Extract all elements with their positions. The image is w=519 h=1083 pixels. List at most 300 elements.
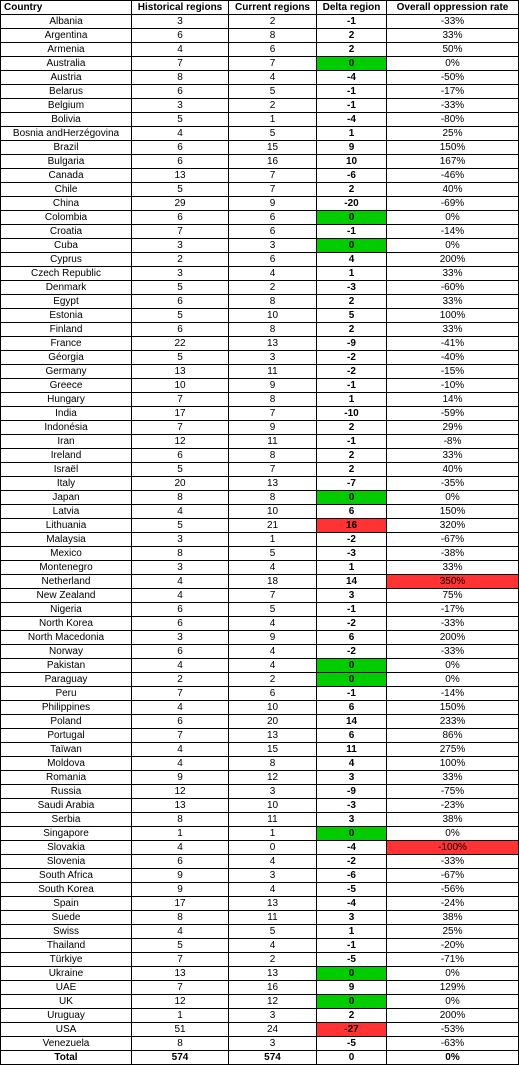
table-row — [1, 127, 519, 141]
delta-cell: -2 — [317, 855, 387, 869]
current-cell: 11 — [229, 435, 317, 449]
rate-cell: -75% — [387, 785, 519, 799]
historical-cell: 4 — [132, 757, 229, 771]
historical-cell: 6 — [132, 855, 229, 869]
current-cell: 1 — [229, 827, 317, 841]
table-row — [1, 743, 519, 757]
current-cell: 15 — [229, 141, 317, 155]
historical-cell: 9 — [132, 771, 229, 785]
historical-cell: 5 — [132, 351, 229, 365]
table-row — [1, 295, 519, 309]
historical-cell: 4 — [132, 841, 229, 855]
current-cell: 10 — [229, 799, 317, 813]
delta-cell: -1 — [317, 603, 387, 617]
delta-cell: -1 — [317, 15, 387, 29]
historical-cell: 8 — [132, 1037, 229, 1051]
country-cell: South Korea — [1, 883, 132, 897]
current-cell: 24 — [229, 1023, 317, 1037]
country-cell: UK — [1, 995, 132, 1009]
country-cell: Norway — [1, 645, 132, 659]
rate-cell: 33% — [387, 295, 519, 309]
delta-cell: 14 — [317, 575, 387, 589]
table-row — [1, 897, 519, 911]
rate-cell: 0% — [387, 239, 519, 253]
delta-cell: 0 — [317, 491, 387, 505]
rate-cell: 200% — [387, 253, 519, 267]
delta-cell: -1 — [317, 687, 387, 701]
current-cell: 3 — [229, 1009, 317, 1023]
delta-cell: 6 — [317, 701, 387, 715]
historical-cell: 13 — [132, 365, 229, 379]
country-cell: Canada — [1, 169, 132, 183]
table-row — [1, 29, 519, 43]
rate-cell: 200% — [387, 1009, 519, 1023]
rate-cell: -67% — [387, 869, 519, 883]
delta-cell: 4 — [317, 757, 387, 771]
rate-cell: 100% — [387, 309, 519, 323]
table-row — [1, 701, 519, 715]
table-row — [1, 267, 519, 281]
rate-cell: -40% — [387, 351, 519, 365]
delta-cell: -2 — [317, 617, 387, 631]
delta-cell: 6 — [317, 729, 387, 743]
table-row — [1, 85, 519, 99]
table-body — [1, 15, 519, 1051]
historical-cell: 3 — [132, 267, 229, 281]
historical-cell: 6 — [132, 155, 229, 169]
table-row — [1, 715, 519, 729]
delta-cell: 0 — [317, 673, 387, 687]
table-row — [1, 309, 519, 323]
rate-cell: 150% — [387, 701, 519, 715]
table-row — [1, 421, 519, 435]
current-cell: 7 — [229, 57, 317, 71]
country-cell: Estonia — [1, 309, 132, 323]
rate-cell: -100% — [387, 841, 519, 855]
country-cell: Finland — [1, 323, 132, 337]
country-cell: Taïwan — [1, 743, 132, 757]
delta-cell: 14 — [317, 715, 387, 729]
current-cell: 1 — [229, 533, 317, 547]
table-row — [1, 407, 519, 421]
table-row — [1, 71, 519, 85]
rate-cell: 0% — [387, 995, 519, 1009]
table-row — [1, 771, 519, 785]
current-cell: 10 — [229, 505, 317, 519]
current-cell: 4 — [229, 939, 317, 953]
current-cell: 15 — [229, 743, 317, 757]
header-country: Country — [1, 1, 132, 15]
rate-cell: -53% — [387, 1023, 519, 1037]
country-cell: Slovakia — [1, 841, 132, 855]
country-cell: Poland — [1, 715, 132, 729]
rate-cell: -63% — [387, 1037, 519, 1051]
delta-cell: 5 — [317, 309, 387, 323]
delta-cell: 0 — [317, 827, 387, 841]
historical-cell: 6 — [132, 617, 229, 631]
table-row — [1, 225, 519, 239]
country-cell: Romania — [1, 771, 132, 785]
delta-cell: 3 — [317, 589, 387, 603]
rate-cell: -38% — [387, 547, 519, 561]
delta-cell: -1 — [317, 99, 387, 113]
rate-cell: -33% — [387, 99, 519, 113]
header-historical-regions: Historical regions — [132, 1, 229, 15]
historical-cell: 6 — [132, 211, 229, 225]
country-cell: UAE — [1, 981, 132, 995]
delta-cell: 9 — [317, 141, 387, 155]
historical-cell: 9 — [132, 883, 229, 897]
historical-cell: 1 — [132, 1009, 229, 1023]
current-cell: 2 — [229, 99, 317, 113]
country-cell: USA — [1, 1023, 132, 1037]
table-row — [1, 239, 519, 253]
table-row — [1, 841, 519, 855]
rate-cell: -20% — [387, 939, 519, 953]
country-cell: Latvia — [1, 505, 132, 519]
rate-cell: -46% — [387, 169, 519, 183]
country-cell: Israël — [1, 463, 132, 477]
rate-cell: -17% — [387, 85, 519, 99]
rate-cell: 25% — [387, 127, 519, 141]
delta-cell: -1 — [317, 85, 387, 99]
table-row — [1, 687, 519, 701]
historical-cell: 29 — [132, 197, 229, 211]
historical-cell: 7 — [132, 687, 229, 701]
historical-cell: 9 — [132, 869, 229, 883]
rate-cell: 25% — [387, 925, 519, 939]
table-row — [1, 365, 519, 379]
delta-cell: 2 — [317, 183, 387, 197]
delta-cell: 0 — [317, 211, 387, 225]
total-delta: 0 — [317, 1051, 387, 1065]
rate-cell: 33% — [387, 323, 519, 337]
historical-cell: 5 — [132, 463, 229, 477]
historical-cell: 5 — [132, 183, 229, 197]
delta-cell: 1 — [317, 267, 387, 281]
delta-cell: -4 — [317, 71, 387, 85]
table-row — [1, 169, 519, 183]
table-row — [1, 505, 519, 519]
country-cell: Netherland — [1, 575, 132, 589]
delta-cell: 2 — [317, 449, 387, 463]
delta-cell: -2 — [317, 645, 387, 659]
delta-cell: -5 — [317, 1037, 387, 1051]
table-row — [1, 211, 519, 225]
historical-cell: 51 — [132, 1023, 229, 1037]
delta-cell: 9 — [317, 981, 387, 995]
rate-cell: -71% — [387, 953, 519, 967]
table-row — [1, 1023, 519, 1037]
rate-cell: 33% — [387, 267, 519, 281]
rate-cell: 0% — [387, 211, 519, 225]
header-row — [1, 1, 519, 15]
historical-cell: 4 — [132, 701, 229, 715]
table-row — [1, 617, 519, 631]
table-row — [1, 757, 519, 771]
total-historical: 574 — [132, 1051, 229, 1065]
table-row — [1, 435, 519, 449]
country-cell: Lithuania — [1, 519, 132, 533]
table-row — [1, 995, 519, 1009]
delta-cell: -27 — [317, 1023, 387, 1037]
table-row — [1, 659, 519, 673]
rate-cell: 33% — [387, 771, 519, 785]
country-cell: Montenegro — [1, 561, 132, 575]
country-cell: Croatia — [1, 225, 132, 239]
delta-cell: 2 — [317, 43, 387, 57]
current-cell: 4 — [229, 71, 317, 85]
current-cell: 5 — [229, 547, 317, 561]
table-row — [1, 813, 519, 827]
historical-cell: 4 — [132, 925, 229, 939]
historical-cell: 6 — [132, 29, 229, 43]
table-row — [1, 379, 519, 393]
historical-cell: 22 — [132, 337, 229, 351]
rate-cell: -33% — [387, 855, 519, 869]
rate-cell: 0% — [387, 491, 519, 505]
current-cell: 3 — [229, 785, 317, 799]
delta-cell: 0 — [317, 995, 387, 1009]
country-cell: Australia — [1, 57, 132, 71]
current-cell: 16 — [229, 155, 317, 169]
table-row — [1, 463, 519, 477]
rate-cell: -67% — [387, 533, 519, 547]
country-cell: Paraguay — [1, 673, 132, 687]
country-cell: Egypt — [1, 295, 132, 309]
country-cell: North Macedonia — [1, 631, 132, 645]
current-cell: 2 — [229, 673, 317, 687]
rate-cell: -23% — [387, 799, 519, 813]
current-cell: 1 — [229, 113, 317, 127]
delta-cell: -2 — [317, 351, 387, 365]
historical-cell: 7 — [132, 57, 229, 71]
historical-cell: 7 — [132, 225, 229, 239]
country-cell: Armenia — [1, 43, 132, 57]
current-cell: 4 — [229, 267, 317, 281]
historical-cell: 10 — [132, 379, 229, 393]
historical-cell: 13 — [132, 967, 229, 981]
country-cell: Argentina — [1, 29, 132, 43]
current-cell: 4 — [229, 883, 317, 897]
delta-cell: 6 — [317, 505, 387, 519]
rate-cell: -41% — [387, 337, 519, 351]
current-cell: 12 — [229, 771, 317, 785]
table-row — [1, 673, 519, 687]
country-cell: Uruguay — [1, 1009, 132, 1023]
country-cell: Belgium — [1, 99, 132, 113]
historical-cell: 13 — [132, 169, 229, 183]
historical-cell: 8 — [132, 71, 229, 85]
historical-cell: 7 — [132, 981, 229, 995]
current-cell: 8 — [229, 757, 317, 771]
table-row — [1, 827, 519, 841]
table-row — [1, 1037, 519, 1051]
current-cell: 2 — [229, 15, 317, 29]
rate-cell: -33% — [387, 15, 519, 29]
current-cell: 5 — [229, 85, 317, 99]
current-cell: 18 — [229, 575, 317, 589]
rate-cell: 0% — [387, 967, 519, 981]
delta-cell: -6 — [317, 169, 387, 183]
historical-cell: 3 — [132, 631, 229, 645]
country-cell: Cyprus — [1, 253, 132, 267]
delta-cell: 2 — [317, 1009, 387, 1023]
current-cell: 7 — [229, 183, 317, 197]
country-cell: Russia — [1, 785, 132, 799]
rate-cell: -14% — [387, 687, 519, 701]
current-cell: 6 — [229, 253, 317, 267]
table-row — [1, 477, 519, 491]
historical-cell: 6 — [132, 603, 229, 617]
header-current-regions: Current regions — [229, 1, 317, 15]
table-row — [1, 575, 519, 589]
current-cell: 6 — [229, 211, 317, 225]
rate-cell: -33% — [387, 617, 519, 631]
rate-cell: -24% — [387, 897, 519, 911]
table-row — [1, 981, 519, 995]
table-row — [1, 603, 519, 617]
table-row — [1, 253, 519, 267]
historical-cell: 4 — [132, 589, 229, 603]
header-oppression-rate: Overall oppression rate — [387, 1, 519, 15]
table-row — [1, 547, 519, 561]
table-row — [1, 925, 519, 939]
historical-cell: 8 — [132, 547, 229, 561]
delta-cell: -20 — [317, 197, 387, 211]
table-row — [1, 953, 519, 967]
table-row — [1, 533, 519, 547]
rate-cell: -35% — [387, 477, 519, 491]
historical-cell: 4 — [132, 659, 229, 673]
delta-cell: -4 — [317, 841, 387, 855]
rate-cell: 33% — [387, 561, 519, 575]
historical-cell: 4 — [132, 43, 229, 57]
historical-cell: 3 — [132, 239, 229, 253]
current-cell: 9 — [229, 631, 317, 645]
rate-cell: 129% — [387, 981, 519, 995]
current-cell: 13 — [229, 477, 317, 491]
current-cell: 7 — [229, 463, 317, 477]
country-cell: Suede — [1, 911, 132, 925]
table-row — [1, 869, 519, 883]
table-row — [1, 281, 519, 295]
historical-cell: 4 — [132, 127, 229, 141]
rate-cell: 33% — [387, 29, 519, 43]
country-cell: Ukraine — [1, 967, 132, 981]
historical-cell: 17 — [132, 897, 229, 911]
country-cell: Türkiye — [1, 953, 132, 967]
current-cell: 13 — [229, 337, 317, 351]
delta-cell: 0 — [317, 967, 387, 981]
delta-cell: 11 — [317, 743, 387, 757]
country-cell: Slovenia — [1, 855, 132, 869]
delta-cell: 2 — [317, 29, 387, 43]
country-cell: Nigeria — [1, 603, 132, 617]
historical-cell: 6 — [132, 323, 229, 337]
rate-cell: 38% — [387, 911, 519, 925]
country-cell: Hungary — [1, 393, 132, 407]
rate-cell: -50% — [387, 71, 519, 85]
delta-cell: 1 — [317, 127, 387, 141]
rate-cell: -80% — [387, 113, 519, 127]
historical-cell: 6 — [132, 449, 229, 463]
header-delta-region: Delta region — [317, 1, 387, 15]
delta-cell: 0 — [317, 57, 387, 71]
table-row — [1, 15, 519, 29]
table-header — [1, 1, 519, 15]
current-cell: 8 — [229, 295, 317, 309]
current-cell: 4 — [229, 617, 317, 631]
delta-cell: -2 — [317, 533, 387, 547]
current-cell: 3 — [229, 1037, 317, 1051]
current-cell: 4 — [229, 659, 317, 673]
historical-cell: 6 — [132, 295, 229, 309]
delta-cell: 10 — [317, 155, 387, 169]
delta-cell: -7 — [317, 477, 387, 491]
table-row — [1, 337, 519, 351]
country-cell: North Korea — [1, 617, 132, 631]
country-cell: New Zealand — [1, 589, 132, 603]
country-cell: Portugal — [1, 729, 132, 743]
country-cell: Moldova — [1, 757, 132, 771]
rate-cell: 40% — [387, 463, 519, 477]
historical-cell: 12 — [132, 435, 229, 449]
historical-cell: 5 — [132, 281, 229, 295]
current-cell: 8 — [229, 449, 317, 463]
rate-cell: -10% — [387, 379, 519, 393]
historical-cell: 3 — [132, 561, 229, 575]
current-cell: 3 — [229, 869, 317, 883]
table-row — [1, 449, 519, 463]
current-cell: 10 — [229, 701, 317, 715]
rate-cell: 150% — [387, 505, 519, 519]
table-row — [1, 323, 519, 337]
historical-cell: 7 — [132, 393, 229, 407]
country-cell: India — [1, 407, 132, 421]
country-cell: Singapore — [1, 827, 132, 841]
total-rate: 0% — [387, 1051, 519, 1065]
current-cell: 5 — [229, 603, 317, 617]
historical-cell: 17 — [132, 407, 229, 421]
historical-cell: 5 — [132, 309, 229, 323]
country-cell: Saudi Arabia — [1, 799, 132, 813]
delta-cell: -5 — [317, 883, 387, 897]
current-cell: 11 — [229, 365, 317, 379]
current-cell: 4 — [229, 855, 317, 869]
rate-cell: 100% — [387, 757, 519, 771]
current-cell: 13 — [229, 729, 317, 743]
table-row — [1, 1009, 519, 1023]
rate-cell: 320% — [387, 519, 519, 533]
table-row — [1, 197, 519, 211]
current-cell: 7 — [229, 407, 317, 421]
current-cell: 9 — [229, 379, 317, 393]
table-row — [1, 631, 519, 645]
current-cell: 7 — [229, 169, 317, 183]
country-cell: Indonésia — [1, 421, 132, 435]
country-cell: Iran — [1, 435, 132, 449]
table-row — [1, 785, 519, 799]
current-cell: 10 — [229, 309, 317, 323]
rate-cell: -17% — [387, 603, 519, 617]
historical-cell: 6 — [132, 85, 229, 99]
historical-cell: 3 — [132, 533, 229, 547]
current-cell: 6 — [229, 687, 317, 701]
rate-cell: 86% — [387, 729, 519, 743]
country-cell: Philippines — [1, 701, 132, 715]
rate-cell: 75% — [387, 589, 519, 603]
